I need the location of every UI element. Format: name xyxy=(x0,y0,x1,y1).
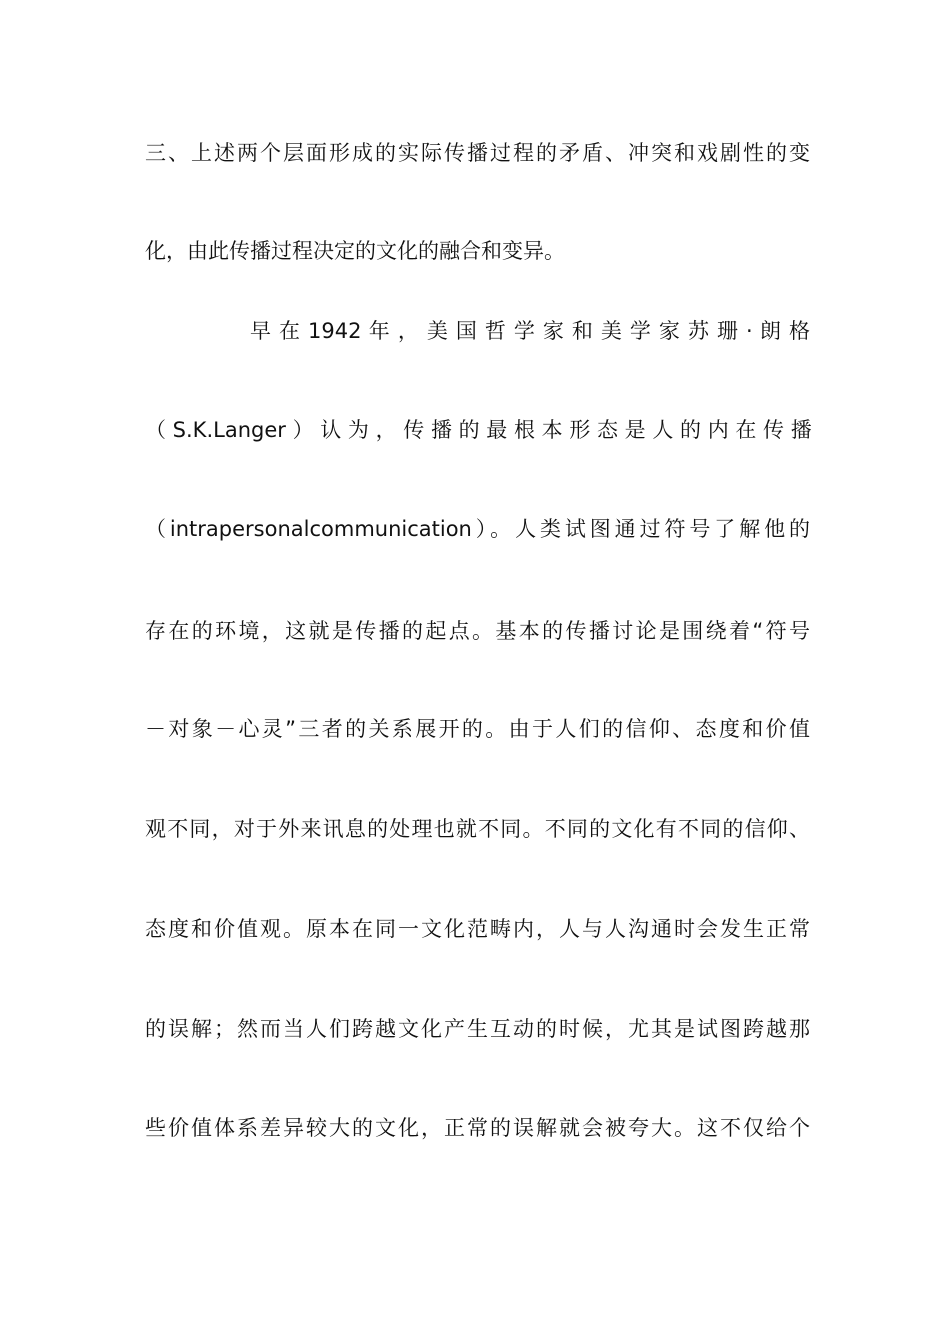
text-line-6: 存在的环境，这就是传播的起点。基本的传播讨论是围绕着“符号 xyxy=(145,619,810,643)
text-line-3: 早 在 1942 年 ， 美 国 哲 学 家 和 美 学 家 苏 珊 · 朗 格 xyxy=(250,319,810,343)
text-line-1: 三、上述两个层面形成的实际传播过程的矛盾、冲突和戏剧性的变 xyxy=(145,141,810,165)
text-line-5: （intrapersonalcommunication）。人类试图通过符号了解他的 xyxy=(145,517,810,541)
text-line-11: 些价值体系差异较大的文化，正常的误解就会被夸大。这不仅给个 xyxy=(145,1116,810,1140)
text-line-10: 的误解；然而当人们跨越文化产生互动的时候，尤其是试图跨越那 xyxy=(145,1017,810,1041)
text-line-4: （ S.K.Langer ） 认 为 ， 传 播 的 最 根 本 形 态 是 人 的 内 在 传 播 xyxy=(145,418,812,442)
text-line-7: －对象－心灵”三者的关系展开的。由于人们的信仰、态度和价值 xyxy=(145,717,810,741)
text-line-2: 化，由此传播过程决定的文化的融合和变异。 xyxy=(145,239,565,263)
text-line-9: 态度和价值观。原本在同一文化范畴内，人与人沟通时会发生正常 xyxy=(145,917,810,941)
text-line-8: 观不同，对于外来讯息的处理也就不同。不同的文化有不同的信仰、 xyxy=(145,817,810,841)
